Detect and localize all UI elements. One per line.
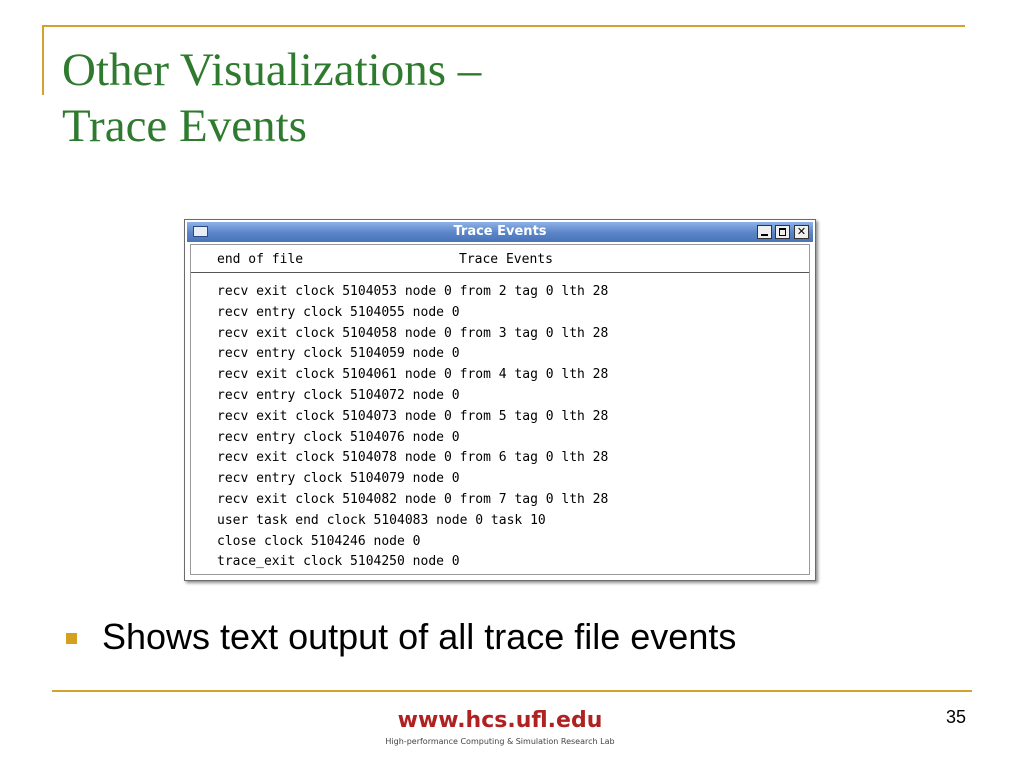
trace-header-title: Trace Events [459, 252, 553, 267]
trace-event-line: close clock 5104246 node 0 [217, 533, 421, 549]
trace-event-line: recv exit clock 5104082 node 0 from 7 tag 0 lth 28 [217, 491, 609, 507]
maximize-icon[interactable] [775, 225, 790, 239]
trace-event-line: recv exit clock 5104058 node 0 from 3 tag 0 lth 28 [217, 325, 609, 341]
footer-url: www.hcs.ufl.edu [397, 708, 603, 733]
bullet-text: Shows text output of all trace file events [102, 616, 737, 657]
trace-event-line: recv exit clock 5104078 node 0 from 6 tag 0 lth 28 [217, 450, 609, 466]
trace-event-list [217, 282, 608, 573]
trace-event-line: recv exit clock 5104073 node 0 from 5 tag 0 lth 28 [217, 408, 609, 424]
trace-events-window [184, 219, 816, 581]
trace-event-line: user task end clock 5104083 node 0 task 10 [217, 512, 546, 528]
slide-title-line-1: Other Visualizations – [62, 44, 482, 96]
trace-header-row [191, 245, 809, 273]
slide-title-line-2: Trace Events [62, 100, 307, 152]
slide-frame-top-line [42, 25, 965, 27]
trace-events-panel [190, 244, 810, 575]
trace-event-line: recv entry clock 5104079 node 0 [217, 471, 460, 487]
trace-event-line: recv entry clock 5104076 node 0 [217, 429, 460, 445]
window-titlebar[interactable] [187, 222, 813, 242]
minimize-icon[interactable] [757, 225, 772, 239]
trace-event-line: recv exit clock 5104053 node 0 from 2 tag 0 lth 28 [217, 284, 609, 299]
slide-frame-bottom-line [52, 690, 972, 692]
slide-title [62, 42, 481, 154]
trace-event-line: recv entry clock 5104072 node 0 [217, 387, 460, 403]
trace-event-line: recv entry clock 5104055 node 0 [217, 304, 460, 320]
window-title: Trace Events [453, 224, 547, 239]
trace-event-line: recv entry clock 5104059 node 0 [217, 346, 460, 362]
page-number: 35 [945, 707, 966, 727]
slide-frame-left-line [42, 25, 44, 95]
bullet-square-icon [66, 633, 77, 644]
trace-event-line: recv exit clock 5104061 node 0 from 4 tag 0 lth 28 [217, 367, 609, 383]
close-icon[interactable]: ✕ [794, 225, 809, 239]
trace-status-label: end of file [217, 252, 304, 267]
trace-event-line: trace_exit clock 5104250 node 0 [217, 554, 460, 570]
footer-subtitle: High-performance Computing & Simulation Research Lab [385, 737, 615, 746]
